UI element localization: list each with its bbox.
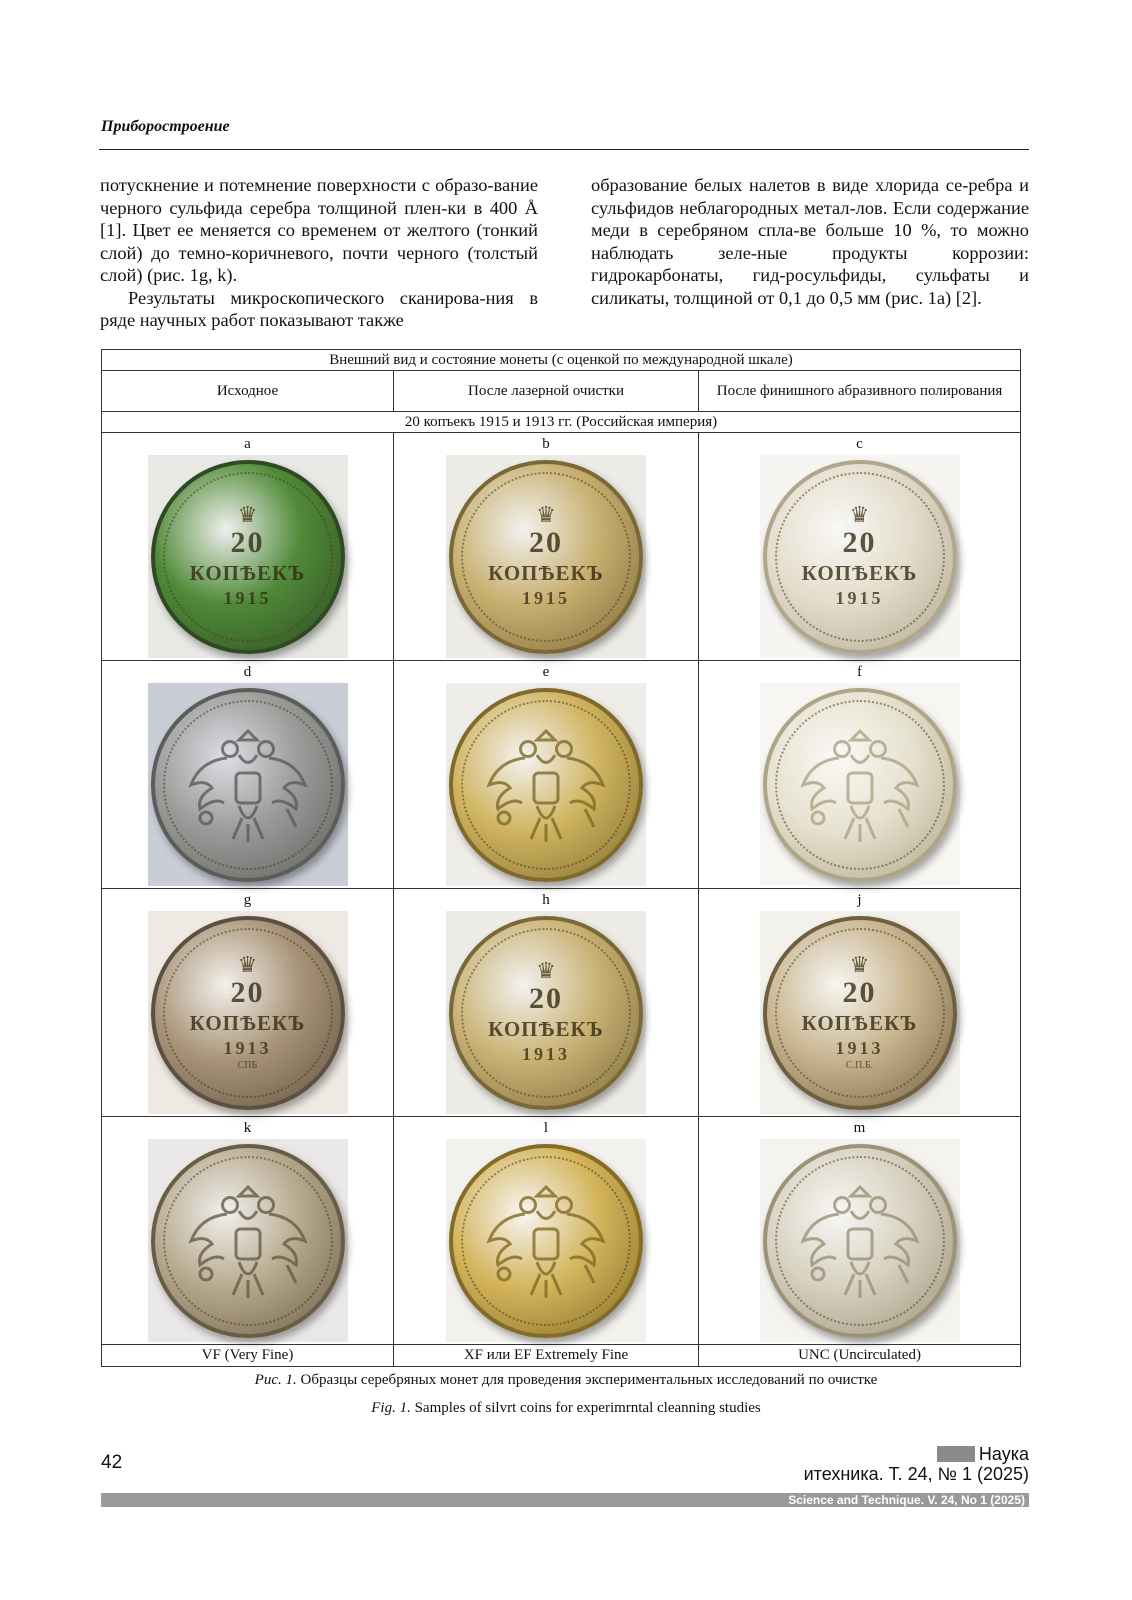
coin-label: g	[243, 892, 252, 908]
coin-label: j	[857, 892, 862, 908]
coin-word: КОПѢЕКЪ	[488, 560, 604, 585]
coin-mint-mark: СПБ	[237, 1059, 258, 1071]
coin-rows	[102, 433, 1021, 1345]
grade-vf: VF (Very Fine)	[102, 1345, 394, 1367]
coin-obverse	[449, 1144, 643, 1338]
coin-denomination: 20	[230, 975, 265, 1009]
coin-photo	[148, 1139, 348, 1342]
double-headed-eagle-icon	[471, 1166, 621, 1316]
coin-word: КОПѢЕКЪ	[801, 1010, 918, 1035]
coin-obverse	[763, 1144, 957, 1338]
column-header-original: Исходное	[102, 371, 394, 412]
coin-photo	[148, 455, 348, 658]
page-number: 42	[101, 1452, 123, 1473]
caption-en-text: Samples of silvrt coins for experimrntal cleanning studies	[414, 1400, 761, 1416]
journal-line2: итехника. Т. 24, № 1 (2025)	[803, 1464, 1029, 1484]
coin-obverse	[763, 688, 957, 882]
coin-photo	[760, 911, 960, 1114]
crown-icon: ♛	[536, 501, 556, 527]
coin-photo	[446, 911, 646, 1114]
coin-label: h	[542, 892, 550, 908]
caption-ru	[0, 1372, 1132, 1389]
figure-table	[101, 349, 1021, 1367]
coin-cell	[699, 433, 1021, 661]
coin-label: c	[856, 436, 863, 452]
grade-unc: UNC (Uncirculated)	[699, 1345, 1021, 1367]
text-column-left	[100, 174, 538, 332]
coin-cell	[102, 433, 394, 661]
table-subheader: 20 копъекъ 1915 и 1913 гг. (Российская империя)	[102, 412, 1021, 433]
coin-cell	[102, 1117, 394, 1345]
coin-year: 1913	[223, 1037, 272, 1058]
coin-photo	[446, 683, 646, 886]
coin-label: m	[853, 1120, 866, 1136]
coin-reverse	[449, 916, 643, 1110]
crown-icon: ♛	[237, 501, 258, 527]
coin-reverse	[763, 460, 957, 654]
coin-photo	[148, 683, 348, 886]
double-headed-eagle-icon	[173, 710, 323, 860]
coin-cell	[394, 1117, 699, 1345]
crown-icon: ♛	[849, 501, 870, 527]
text-column-right	[591, 174, 1029, 309]
coin-year: 1913	[522, 1043, 570, 1064]
crown-icon: ♛	[849, 951, 870, 977]
coin-label: a	[244, 436, 251, 452]
coin-denomination: 20	[529, 525, 563, 559]
caption-ru-prefix: Рис. 1.	[254, 1372, 297, 1388]
coin-cell	[102, 661, 394, 889]
double-headed-eagle-icon	[785, 1166, 935, 1316]
coin-mint-mark: С.П.Б.	[845, 1059, 874, 1071]
caption-en	[0, 1400, 1132, 1417]
journal-info	[804, 1444, 1029, 1484]
header-rule	[99, 149, 1029, 150]
coin-label: b	[542, 436, 550, 452]
table-title: Внешний вид и состояние монеты (с оценкой по международной шкале)	[102, 350, 1021, 371]
journal-en: Science and Technique. V. 24, No 1 (2025)	[788, 1493, 1025, 1507]
coin-reverse	[151, 460, 345, 654]
coin-photo	[760, 455, 960, 658]
coin-photo	[148, 911, 348, 1114]
coin-obverse	[449, 688, 643, 882]
coin-row	[102, 661, 1021, 889]
section-title: Приборостроение	[101, 118, 230, 135]
coin-obverse	[151, 688, 345, 882]
crown-icon: ♛	[536, 957, 556, 983]
coin-denomination: 20	[230, 525, 265, 559]
caption-en-prefix: Fig. 1.	[371, 1400, 411, 1416]
coin-year: 1915	[522, 587, 570, 608]
coin-reverse	[151, 916, 345, 1110]
coin-cell	[394, 433, 699, 661]
grade-xf: XF или EF Extremely Fine	[394, 1345, 699, 1367]
coin-row	[102, 1117, 1021, 1345]
coin-cell	[699, 889, 1021, 1117]
coin-denomination: 20	[842, 975, 877, 1009]
coin-cell	[699, 661, 1021, 889]
coin-label: e	[542, 664, 550, 680]
coin-word: КОПѢЕКЪ	[189, 560, 306, 585]
coin-photo	[760, 683, 960, 886]
journal-logo-block	[937, 1446, 975, 1462]
coin-reverse	[763, 916, 957, 1110]
coin-word: КОПѢЕКЪ	[801, 560, 918, 585]
coin-label: f	[857, 664, 862, 680]
coin-photo	[760, 1139, 960, 1342]
paragraph: Результаты микроскопического сканирова-ния в ряде научных работ показывают также	[100, 287, 538, 330]
coin-photo	[446, 455, 646, 658]
paragraph: потускнение и потемнение поверхности с образо-вание черного сульфида серебра толщиной плен-ки в 400 Å [1]. Цвет ее меняется со временем от желтого (тонкий слой) до темно-коричневого, почти черного (толстый слой) (рис. 1g, k).	[100, 175, 538, 285]
coin-reverse	[449, 460, 643, 654]
coin-row	[102, 889, 1021, 1117]
footer-bar	[101, 1493, 1029, 1507]
column-header-laser: После лазерной очистки	[394, 371, 699, 412]
coin-label: l	[543, 1120, 549, 1136]
coin-year: 1915	[835, 587, 884, 608]
coin-year: 1915	[223, 587, 272, 608]
coin-cell	[102, 889, 394, 1117]
double-headed-eagle-icon	[785, 710, 935, 860]
coin-denomination: 20	[842, 525, 877, 559]
coin-word: КОПѢЕКЪ	[189, 1010, 306, 1035]
coin-denomination: 20	[529, 981, 563, 1015]
coin-photo	[446, 1139, 646, 1342]
coin-row	[102, 433, 1021, 661]
coin-label: k	[243, 1120, 252, 1136]
column-header-polishing: После финишного абразивного полирования	[699, 371, 1021, 412]
coin-word: КОПѢЕКЪ	[488, 1016, 604, 1041]
coin-cell	[394, 889, 699, 1117]
journal-line1: Наука	[978, 1444, 1029, 1464]
caption-ru-text: Образцы серебряных монет для проведения экспериментальных исследований по очистке	[300, 1372, 878, 1388]
crown-icon: ♛	[237, 951, 258, 977]
coin-label: d	[243, 664, 252, 680]
paragraph: образование белых налетов в виде хлорида се-ребра и сульфидов неблагородных метал-лов. Если содержание меди в серебряном спла-ве больше 10 %, то можно наблюдать зеле-ные продукты коррозии: гидрокарбонаты, гид-росульфиды, сульфаты и силикаты, толщиной от 0,1 до 0,5 мм (рис. 1а) [2].	[591, 175, 1029, 308]
coin-year: 1913	[835, 1037, 884, 1058]
coin-cell	[394, 661, 699, 889]
coin-cell	[699, 1117, 1021, 1345]
coin-obverse	[151, 1144, 345, 1338]
double-headed-eagle-icon	[471, 710, 621, 860]
double-headed-eagle-icon	[173, 1166, 323, 1316]
